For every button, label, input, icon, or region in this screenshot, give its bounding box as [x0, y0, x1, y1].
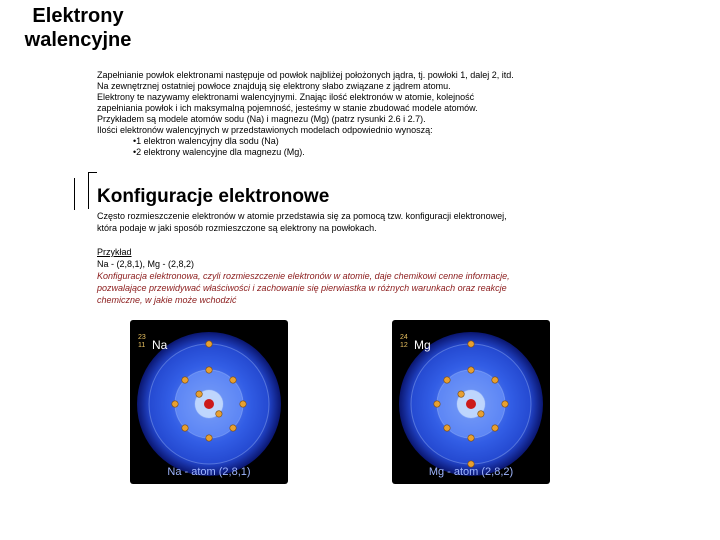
page-title [8, 4, 148, 52]
electron [216, 411, 222, 417]
title-line-2: walencyjne [24, 29, 132, 51]
atom-caption: Mg - atom (2,8,2) [428, 466, 514, 478]
title-line-1: Elektrony [32, 5, 124, 27]
electron [182, 377, 188, 383]
electron [468, 435, 474, 441]
intro-line: Zapełnianie powłok elektronami następuje od powłok najbliżej położonych jądra, tj. powłoki 1, dalej 2, itd. [97, 70, 514, 80]
intro-line: Ilości elektronów walencyjnych w przedstawionych modelach odpowiednio wynoszą: [97, 125, 433, 135]
section-bracket [88, 172, 97, 209]
example-label: Przykład [97, 247, 132, 257]
example-block [97, 246, 567, 306]
element-symbol: Na [152, 338, 168, 352]
intro-line: zapełniania powłok i ich maksymalną pojemność, jesteśmy w stanie zbudować modele atomów. [97, 103, 478, 113]
electron [196, 391, 202, 397]
intro-line: Elektrony te nazywamy elektronami walencyjnymi. Znając ilość elektronów w atomie, kolejność [97, 92, 475, 102]
example-note-line: Konfiguracja elektronowa, czyli rozmieszczenie elektronów w atomie, daje chemikowi cenne informacje, [97, 271, 510, 281]
isotope-notation [400, 334, 408, 350]
mass-number: 23 [138, 334, 146, 341]
electron [478, 411, 484, 417]
sodium-atom-model [130, 320, 288, 484]
section-bracket-outer [74, 178, 81, 210]
intro-paragraph [97, 70, 567, 158]
nucleus [204, 399, 214, 409]
atomic-number: 11 [138, 342, 146, 349]
electron [434, 401, 440, 407]
electron [468, 367, 474, 373]
electron [206, 367, 212, 373]
section-title: Konfiguracje elektronowe [97, 186, 330, 207]
electron [458, 391, 464, 397]
electron [182, 425, 188, 431]
electron [502, 401, 508, 407]
atom-caption: Na - atom (2,8,1) [167, 466, 251, 478]
electron [206, 341, 212, 347]
intro-line: Na zewnętrznej ostatniej powłoce znajdują się elektrony słabo związane z jądrem atomu. [97, 81, 451, 91]
element-symbol: Mg [414, 338, 431, 352]
mass-number: 24 [400, 334, 408, 341]
nucleus [466, 399, 476, 409]
section-description [97, 210, 567, 234]
electron [444, 377, 450, 383]
example-note-line: chemiczne, w jakie może wchodzić [97, 295, 237, 305]
atomic-number: 12 [400, 342, 408, 349]
electron [230, 377, 236, 383]
desc-line: która podaje w jaki sposób rozmieszczone są elektrony na powłokach. [97, 223, 377, 233]
isotope-notation [138, 334, 146, 350]
electron [444, 425, 450, 431]
electron [206, 435, 212, 441]
electron [468, 341, 474, 347]
magnesium-atom-model [392, 320, 550, 484]
electron [492, 377, 498, 383]
example-note-line: pozwalające przewidywać właściwości i zachowanie się pierwiastka w różnych warunkach oraz reakcje [97, 283, 507, 293]
intro-line: Przykładem są modele atomów sodu (Na) i magnezu (Mg) (patrz rysunki 2.6 i 2.7). [97, 114, 426, 124]
electron [492, 425, 498, 431]
bullet-item: •1 elektron walencyjny dla sodu (Na) [133, 136, 279, 146]
example-config: Na - (2,8,1), Mg - (2,8,2) [97, 259, 195, 269]
desc-line: Często rozmieszczenie elektronów w atomie przedstawia się za pomocą tzw. konfiguracji elektronowej, [97, 211, 507, 221]
electron [240, 401, 246, 407]
electron [230, 425, 236, 431]
bullet-item: •2 elektrony walencyjne dla magnezu (Mg). [133, 147, 305, 157]
electron [172, 401, 178, 407]
